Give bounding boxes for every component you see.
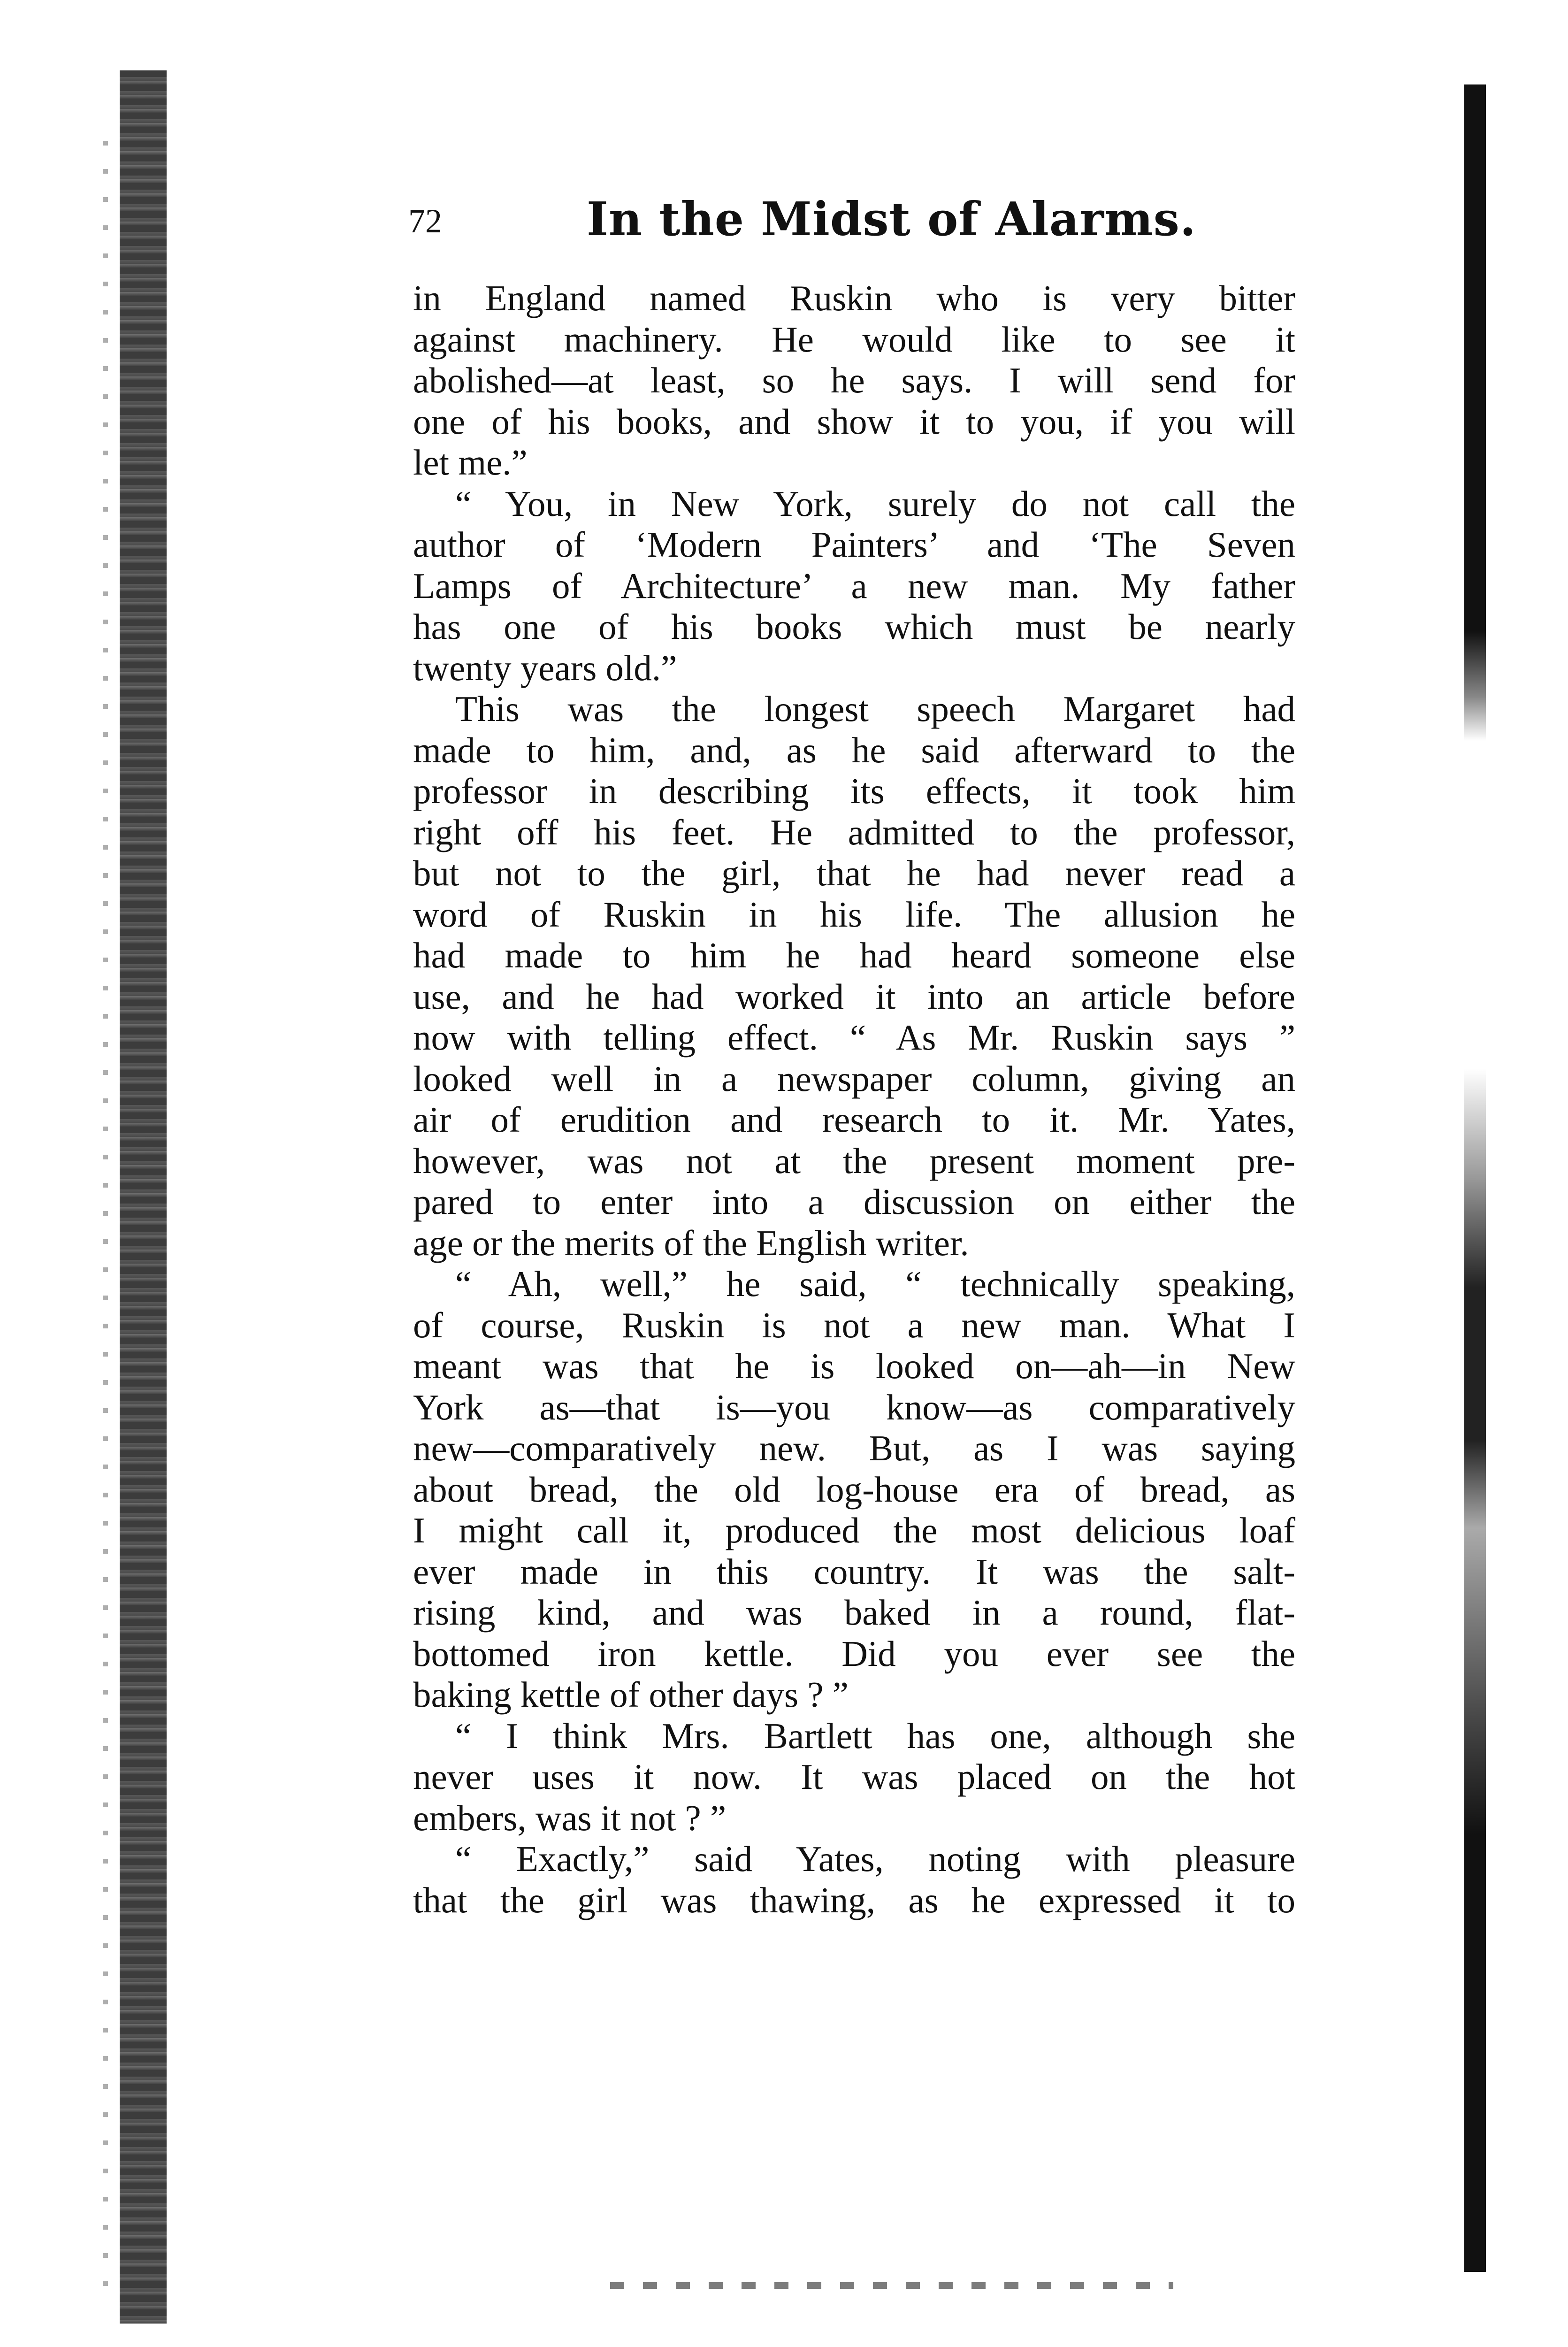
text-line: professor in describing its effects, it took him [413,771,1295,811]
text-line: made to him, and, as he said afterward to the [413,729,1295,770]
text-line: of course, Ruskin is not a new man. What I [413,1304,1295,1345]
text-line: about bread, the old log-house era of bread, as [413,1469,1295,1510]
text-line: in England named Ruskin who is very bitter [413,278,1295,318]
text-line: Lamps of Architecture’ a new man. My father [413,565,1295,606]
page-header [408,192,1300,253]
running-head: In the Midst of Alarms. [587,192,1197,246]
text-line: rising kind, and was baked in a round, flat- [413,1592,1295,1633]
scan-specks-left [103,141,108,2300]
text-line: “ Ah, well,” he said, “ technically speaking, [455,1264,1295,1304]
text-line: York as—that is—you know—as comparatively [413,1387,1295,1427]
text-line: word of Ruskin in his life. The allusion he [413,894,1295,935]
text-line: I might call it, produced the most delicious loaf [413,1510,1295,1550]
text-line: twenty years old.” [413,647,677,688]
text-line: meant was that he is looked on—ah—in New [413,1346,1295,1386]
text-line: against machinery. He would like to see it [413,319,1295,360]
text-line: that the girl was thawing, as he expressed it to [413,1879,1295,1920]
text-line: “ Exactly,” said Yates, noting with pleasure [455,1839,1295,1879]
text-line: embers, was it not ? ” [413,1797,727,1838]
text-line: bottomed iron kettle. Did you ever see the [413,1633,1295,1674]
text-line: baking kettle of other days ? ” [413,1674,849,1715]
text-line: age or the merits of the English writer. [413,1222,969,1263]
binding-shadow-left [120,70,167,2324]
text-line: but not to the girl, that he had never read a [413,853,1295,893]
text-line: pared to enter into a discussion on either the [413,1181,1295,1222]
text-line: one of his books, and show it to you, if you will [413,401,1295,442]
text-line: “ I think Mrs. Bartlett has one, although she [455,1715,1295,1756]
text-line: let me.” [413,442,528,483]
text-line: looked well in a newspaper column, giving an [413,1058,1295,1099]
text-line: however, was not at the present moment pre- [413,1140,1295,1181]
page-number: 72 [408,202,442,240]
body-text [413,278,1295,1921]
text-line: had made to him he had heard someone else [413,935,1295,975]
text-line: ever made in this country. It was the salt- [413,1551,1295,1592]
text-line: now with telling effect. “ As Mr. Ruskin says ” [413,1017,1295,1058]
text-line: This was the longest speech Margaret had [455,689,1295,729]
scan-specks-bottom [610,2282,1173,2289]
text-line: author of ‘Modern Painters’ and ‘The Seven [413,524,1295,565]
text-line: never uses it now. It was placed on the hot [413,1756,1295,1797]
text-line: abolished—at least, so he says. I will send for [413,360,1295,400]
text-line: “ You, in New York, surely do not call the [455,483,1295,524]
text-line: has one of his books which must be nearly [413,606,1295,647]
text-line: new—comparatively new. But, as I was saying [413,1428,1295,1468]
text-line: use, and he had worked it into an article before [413,976,1295,1017]
text-line: right off his feet. He admitted to the professor, [413,812,1295,852]
text-line: air of erudition and research to it. Mr. Yates, [413,1099,1295,1140]
page-edge-right [1464,84,1486,2272]
